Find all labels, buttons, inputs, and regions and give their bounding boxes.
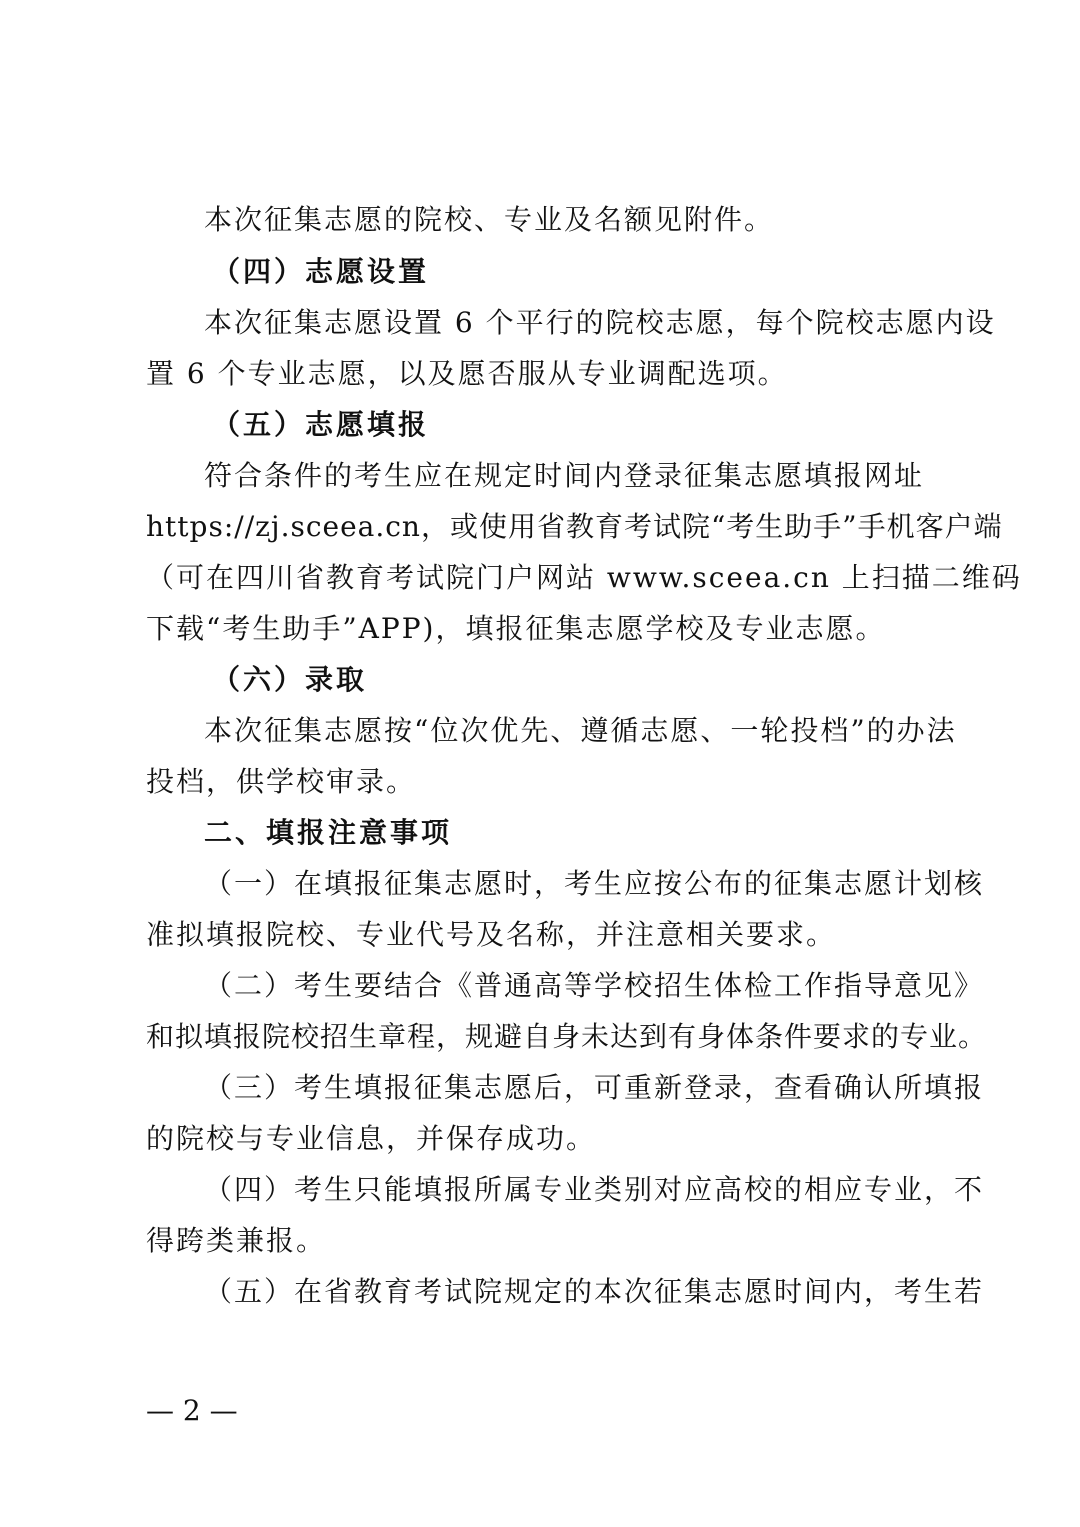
paragraph-line: 得跨类兼报。 [146, 1224, 327, 1257]
paragraph-line: 符合条件的考生应在规定时间内登录征集志愿填报网址 [204, 459, 925, 492]
section-heading-zhiyuan-shezhi: （四）志愿设置 [212, 255, 430, 288]
paragraph-line: （可在四川省教育考试院门户网站 www.sceea.cn 上扫描二维码 [146, 561, 1022, 594]
section-heading-zhuyi-shixiang: 二、填报注意事项 [204, 816, 453, 849]
paragraph-line: 本次征集志愿设置 6 个平行的院校志愿，每个院校志愿内设 [204, 306, 996, 339]
paragraph-line: （四）考生只能填报所属专业类别对应高校的相应专业，不 [204, 1173, 985, 1206]
paragraph-line: （五）在省教育考试院规定的本次征集志愿时间内，考生若 [204, 1275, 985, 1308]
paragraph-line: （三）考生填报征集志愿后，可重新登录，查看确认所填报 [204, 1071, 985, 1104]
paragraph-line: 置 6 个专业志愿，以及愿否服从专业调配选项。 [146, 357, 788, 390]
paragraph-line: https://zj.sceea.cn，或使用省教育考试院“考生助手”手机客户端 [146, 510, 1003, 543]
page-number: — 2 — [146, 1394, 238, 1427]
section-heading-luqu: （六）录取 [212, 663, 368, 696]
paragraph-line: （二）考生要结合《普通高等学校招生体检工作指导意见》 [204, 969, 985, 1002]
section-heading-zhiyuan-tianbao: （五）志愿填报 [212, 408, 430, 441]
paragraph-line: 本次征集志愿按“位次优先、遵循志愿、一轮投档”的办法 [204, 714, 957, 747]
paragraph-line: 准拟填报院校、专业代号及名称，并注意相关要求。 [146, 918, 837, 951]
paragraph-line: 投档，供学校审录。 [146, 765, 417, 798]
paragraph-line: 本次征集志愿的院校、专业及名额见附件。 [204, 203, 775, 236]
paragraph-line: 和拟填报院校招生章程，规避自身未达到有身体条件要求的专业。 [146, 1020, 988, 1053]
paragraph-line: 下载“考生助手”APP)，填报征集志愿学校及专业志愿。 [146, 612, 886, 645]
paragraph-line: 的院校与专业信息，并保存成功。 [146, 1122, 597, 1155]
paragraph-line: （一）在填报征集志愿时，考生应按公布的征集志愿计划核 [204, 867, 985, 900]
